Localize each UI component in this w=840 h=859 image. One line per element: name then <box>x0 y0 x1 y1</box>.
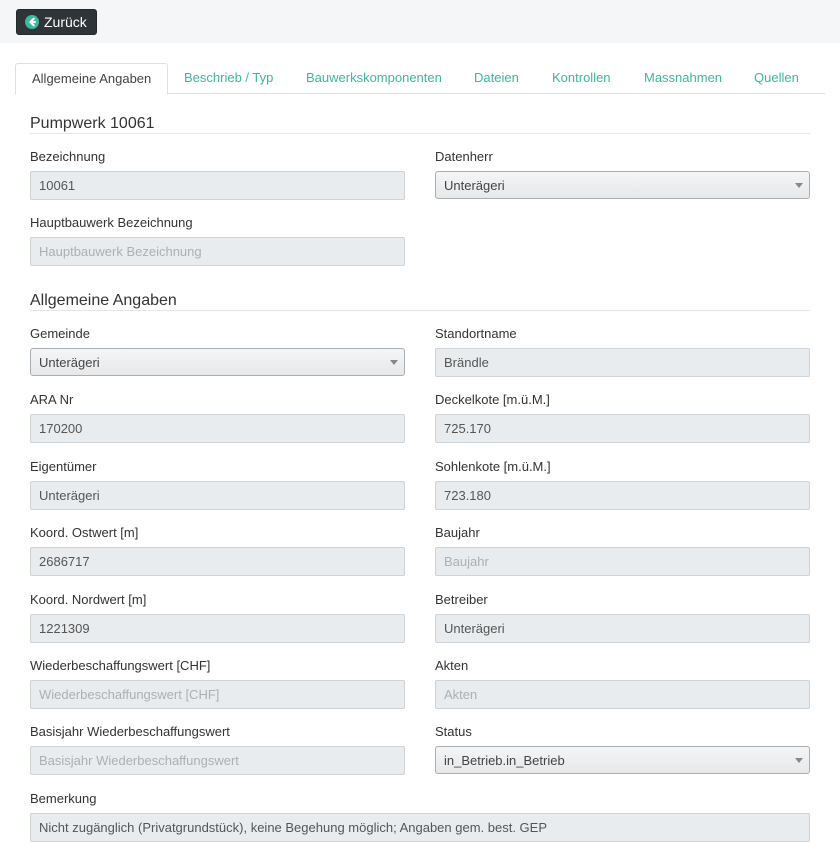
chevron-down-icon <box>795 183 803 188</box>
label-bezeichnung: Bezeichnung <box>30 149 106 164</box>
back-button[interactable] <box>16 9 97 35</box>
label-basisjahr: Basisjahr Wiederbeschaffungswert <box>30 724 230 739</box>
status-value: in_Betrieb.in_Betrieb <box>444 753 565 768</box>
deckelkote-field[interactable]: 725.170 <box>435 414 810 443</box>
label-datenherr: Datenherr <box>435 149 493 164</box>
nordwert-field[interactable]: 1221309 <box>30 614 405 643</box>
baujahr-field[interactable]: Baujahr <box>435 547 810 576</box>
chevron-down-icon <box>390 360 398 365</box>
datenherr-select[interactable] <box>435 171 810 199</box>
tab-dateien[interactable]: Dateien <box>474 70 519 85</box>
gemeinde-value: Unterägeri <box>39 355 100 370</box>
label-hauptbauwerk: Hauptbauwerk Bezeichnung <box>30 215 193 230</box>
ara-nr-field[interactable]: 170200 <box>30 414 405 443</box>
label-wiederbeschaffungswert: Wiederbeschaffungswert [CHF] <box>30 658 211 673</box>
label-baujahr: Baujahr <box>435 525 480 540</box>
label-akten: Akten <box>435 658 469 673</box>
eigentuemer-field[interactable]: Unterägeri <box>30 481 405 510</box>
section-divider <box>30 310 810 311</box>
top-bar <box>0 0 840 43</box>
arrow-left-circle-icon <box>25 15 39 29</box>
label-bemerkung: Bemerkung <box>30 791 97 806</box>
akten-field[interactable]: Akten <box>435 680 810 709</box>
bezeichnung-field[interactable]: 10061 <box>30 171 405 200</box>
datenherr-value: Unterägeri <box>444 178 505 193</box>
tab-bar <box>15 63 825 94</box>
standortname-field[interactable]: Brändle <box>435 348 810 377</box>
tab-bauwerkskomponenten[interactable]: Bauwerkskomponenten <box>306 70 442 85</box>
label-deckelkote: Deckelkote [m.ü.M.] <box>435 392 550 407</box>
tab-quellen[interactable]: Quellen <box>754 70 799 85</box>
wiederbeschaffungswert-field[interactable]: Wiederbeschaffungswert [CHF] <box>30 680 405 709</box>
section-title-allgemeine-angaben: Allgemeine Angaben <box>30 292 177 309</box>
bemerkung-field[interactable]: Nicht zugänglich (Privatgrundstück), keine Begehung möglich; Angaben gem. best. GEP <box>30 813 810 842</box>
label-nordwert: Koord. Nordwert [m] <box>30 592 147 607</box>
gemeinde-select[interactable] <box>30 348 405 376</box>
section-divider <box>30 133 810 134</box>
label-eigentuemer: Eigentümer <box>30 459 97 474</box>
hauptbauwerk-field[interactable]: Hauptbauwerk Bezeichnung <box>30 237 405 266</box>
tab-beschrieb-typ[interactable]: Beschrieb / Typ <box>184 70 274 85</box>
label-sohlenkote: Sohlenkote [m.ü.M.] <box>435 459 551 474</box>
label-betreiber: Betreiber <box>435 592 488 607</box>
label-ostwert: Koord. Ostwert [m] <box>30 525 139 540</box>
tab-kontrollen[interactable]: Kontrollen <box>552 70 611 85</box>
label-ara-nr: ARA Nr <box>30 392 74 407</box>
tab-massnahmen[interactable]: Massnahmen <box>644 70 723 85</box>
sohlenkote-field[interactable]: 723.180 <box>435 481 810 510</box>
basisjahr-field[interactable]: Basisjahr Wiederbeschaffungswert <box>30 746 405 775</box>
status-select[interactable] <box>435 746 810 774</box>
label-status: Status <box>435 724 472 739</box>
betreiber-field[interactable]: Unterägeri <box>435 614 810 643</box>
tab-allgemeine-angaben[interactable]: Allgemeine Angaben <box>15 63 168 95</box>
label-standortname: Standortname <box>435 326 517 341</box>
back-button-label: Zurück <box>44 14 87 30</box>
chevron-down-icon <box>795 758 803 763</box>
ostwert-field[interactable]: 2686717 <box>30 547 405 576</box>
label-gemeinde: Gemeinde <box>30 326 90 341</box>
section-title-pumpwerk: Pumpwerk 10061 <box>30 115 155 132</box>
